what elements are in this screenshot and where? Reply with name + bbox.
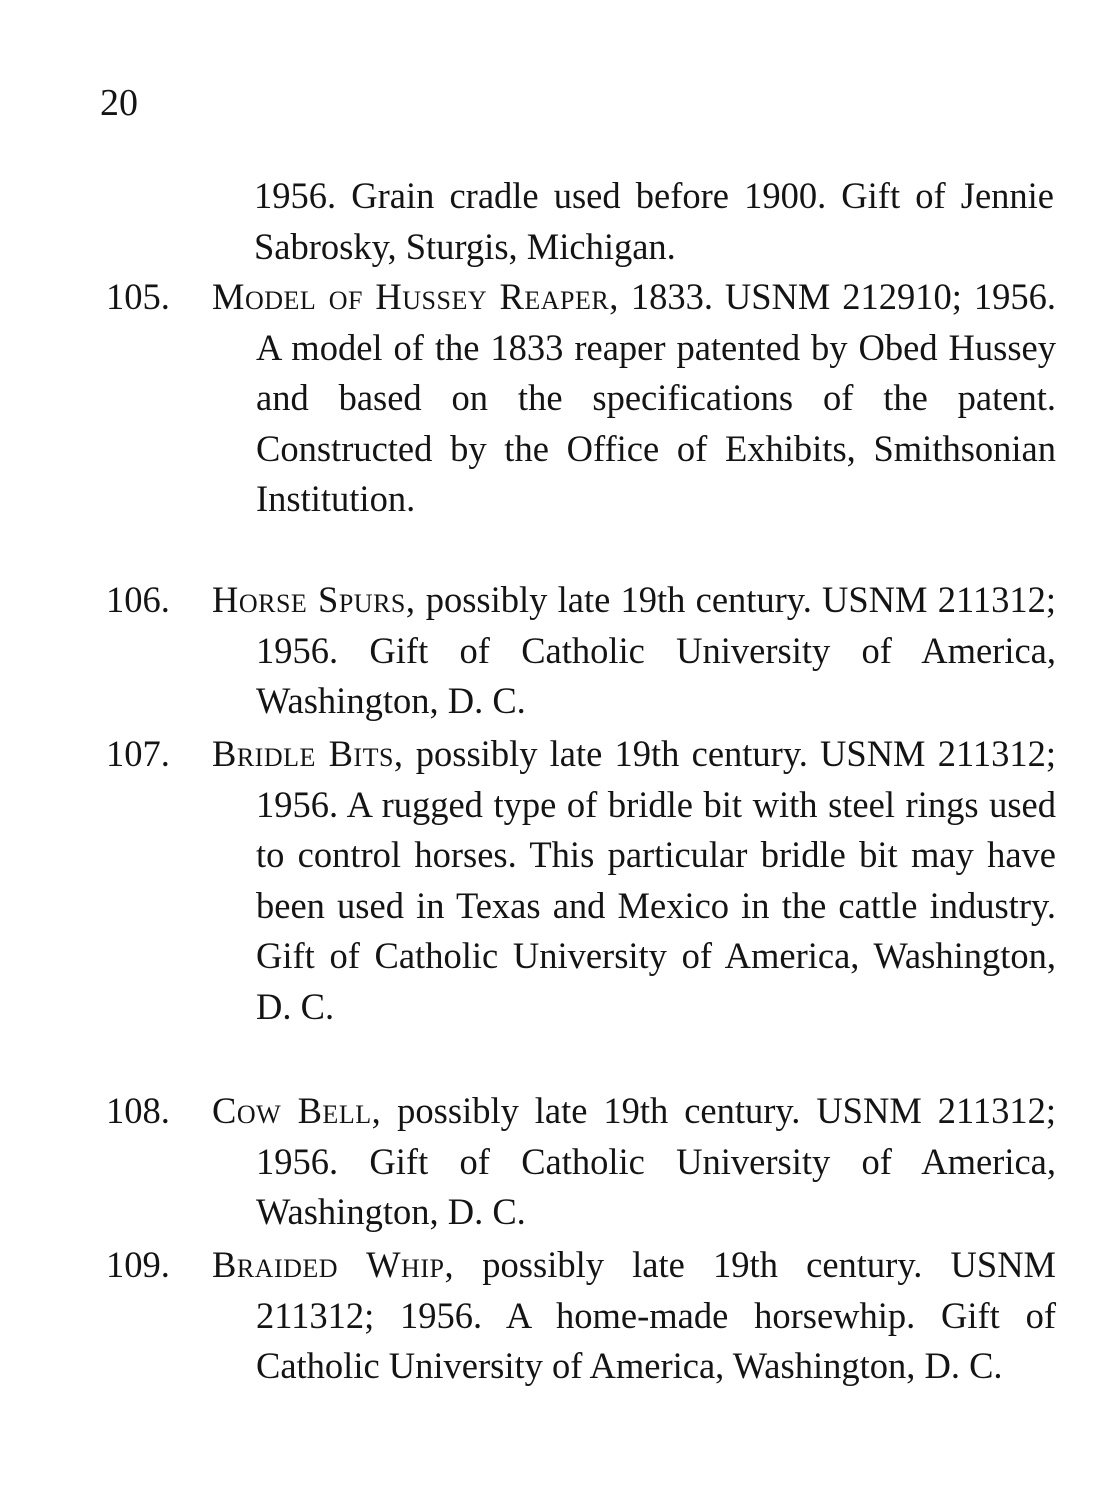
entry-body	[212, 575, 1056, 727]
entry-number: 108.	[106, 1090, 170, 1131]
entry-body	[212, 1240, 1057, 1392]
entry-body	[212, 272, 1056, 525]
entry-number: 107.	[106, 733, 170, 774]
entry-body	[212, 1086, 1057, 1238]
catalog-entry-106	[106, 575, 1056, 727]
entry-title: Cow Bell,	[212, 1090, 382, 1131]
entry-title: Braided Whip,	[212, 1244, 455, 1285]
page-number: 20	[100, 82, 138, 124]
entry-number: 105.	[106, 276, 170, 317]
entry-text: possibly late 19th century. USNM 211312; 1956. A rugged type of bridle bit with steel rings used to control horses. This particular bridle bit may have been used in Texas and Mexico in the cattle industry. Gift of Catholic University of America, Washington, D. C.	[256, 733, 1056, 1027]
entry-text: possibly late 19th century. USNM 211312; 1956. Gift of Catholic University of America, Washington, D. C.	[256, 579, 1056, 721]
entry-title: Bridle Bits,	[212, 733, 404, 774]
entry-text: 1833. USNM 212910; 1956. A model of the 1833 reaper patented by Obed Hussey and based on the specifications of the patent. Constructed by the Office of Exhibits, Smithsonian Institution.	[256, 276, 1056, 519]
catalog-entry-109	[106, 1240, 1056, 1392]
entry-number: 109.	[106, 1244, 170, 1285]
entry-title: Horse Spurs,	[212, 579, 416, 620]
entry-text: possibly late 19th century. USNM 211312; 1956. Gift of Catholic University of America, Washington, D. C.	[256, 1090, 1057, 1232]
catalog-entry-108	[106, 1086, 1056, 1238]
entry-text: possibly late 19th century. USNM 211312; 1956. A home-made horsewhip. Gift of Catholic University of America, Washington, D. C.	[256, 1244, 1057, 1386]
entry-body	[212, 729, 1056, 1032]
entry-title: Model of Hussey Reaper,	[212, 276, 619, 317]
catalog-entry-105	[106, 272, 1056, 525]
entry-number: 106.	[106, 579, 170, 620]
continuation-paragraph: 1956. Grain cradle used before 1900. Gift of Jennie Sabrosky, Sturgis, Michigan.	[254, 175, 1054, 267]
catalog-entry-107	[106, 729, 1056, 1032]
